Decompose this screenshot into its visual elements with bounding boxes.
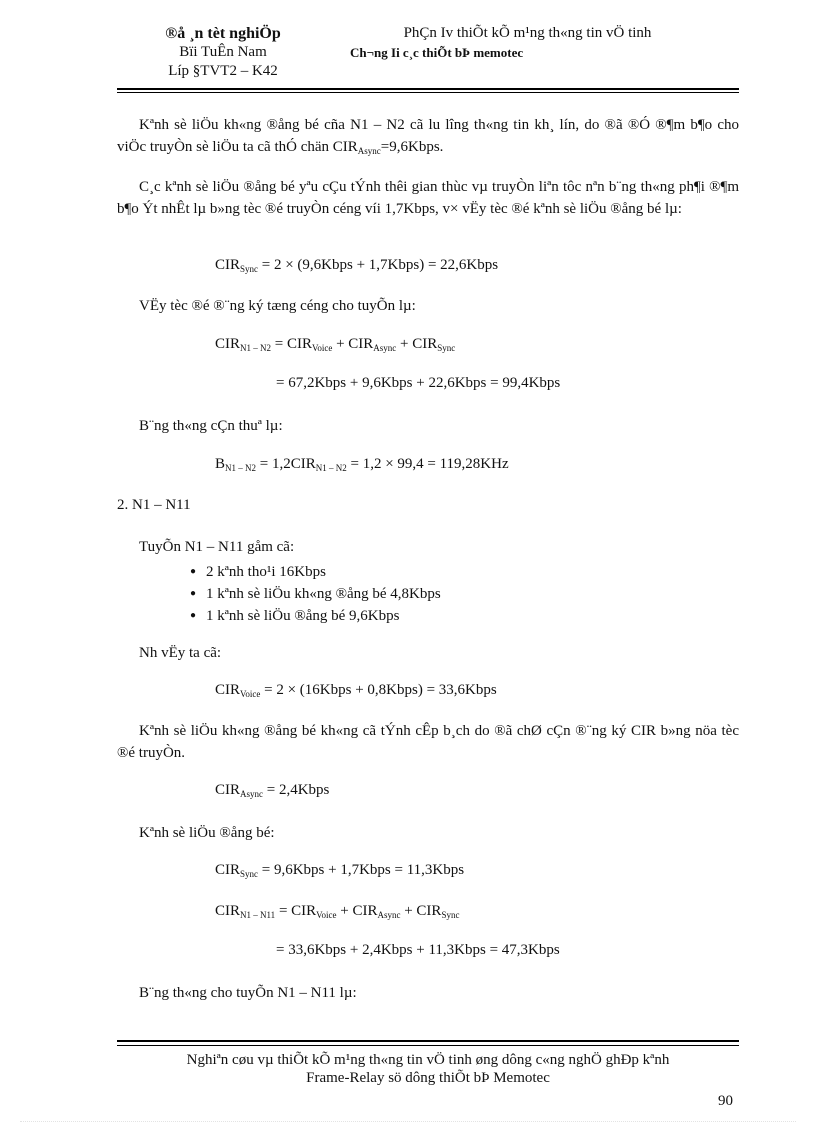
paragraph-3: VËy tèc ®é ®¨ng ký tæng céng cho tuyÕn lµ: [139,298,416,314]
header-rule-thin [117,92,739,93]
page-number: 90 [718,1093,733,1109]
equation-cir-n1-n2: $CIR_{N1 - N2} = CIR_{Voice} + CIR_{Async} + CIR_{Sync}$ [215,336,456,353]
list-item: ● 2 kªnh tho¹i 16Kbps [190,562,441,584]
equation-cir-n1-n11-result: = 33,6Kbps + 2,4Kbps + 11,3Kbps = 47,3Kbps [276,942,560,958]
bullet-list [190,562,441,628]
list-item: ● 1 kªnh sè liÖu kh«ng ®ång bé 4,8Kbps [190,584,441,606]
class-name: Líp §TVT2 – K42 [168,63,278,79]
header-rule-thick [117,88,739,90]
equation-cir-n1-n11: $CIR_{N1 - N11} = CIR_{Voice} + CIR_{Async} + CIR_{Sync}$ [215,903,460,920]
footer-line-1: Nghiªn cøu vµ thiÕt kÕ m¹ng th«ng tin vÖ tinh øng dông c«ng nghÖ ghÐp kªnh [186,1052,670,1068]
equation-cir-sync-2: $CIR_{Sync}$ = 9,6Kbps + 1,7Kbps = 11,3Kbps [215,862,465,879]
equation-bandwidth-n1-n2: $B_{N1 - N2} = 1,2CIR_{N1 - N2} = 1,2 \times 99,4 = 119,28KHz$ [215,456,509,473]
paragraph-9: B¨ng th«ng cho tuyÕn N1 – N11 lµ: [139,985,357,1001]
section-heading: 2. N1 – N11 [117,497,191,513]
paragraph-7: Kªnh sè liÖu kh«ng ®ång bé kh«ng cã tÝnh cÊp b¸ch do ®ã chØ cÇn ®¨ng ký CIR b»ng nöa tèc ®é truyÒn. [117,723,739,761]
paragraph-1: Kªnh sè liÖu kh«ng ®ång bé cña N1 – N2 cã lu lîng th«ng tin kh¸ lín, do ®ã ®Ó ®¶m b¶o cho viÖc truyÒn sè liÖu ta cã thÓ chän $CIR_{Async}=9,6Kbps$. [117,117,739,156]
page-bottom-divider [20,1121,796,1122]
author-name: Bïi TuÊn Nam [179,44,267,60]
list-item: ● 1 kªnh sè liÖu ®ång bé 9,6Kbps [190,606,441,628]
paragraph-8: Kªnh sè liÖu ®ång bé: [139,825,275,841]
footer-rule-thin [117,1045,739,1046]
header-left [118,24,328,81]
paragraph-4: B¨ng th«ng cÇn thuª lµ: [139,418,283,434]
header-right [350,24,705,62]
paragraph-2: C¸c kªnh sè liÖu ®ång bé yªu cÇu tÝnh thêi gian thùc vµ truyÒn liªn tôc nªn b¨ng th«ng ph¶i ®¶m b¶o Ýt nhÊt lµ b»ng tèc ®é truyÒn céng víi 1,7Kbps, v× vËy tèc ®é kªnh sè liÖu ®ång bé lµ: [117,179,739,217]
thesis-title: ®å ¸n tèt nghiÖp [165,25,281,42]
footer-rule-thick [117,1040,739,1042]
equation-cir-n1-n2-result: = 67,2Kbps + 9,6Kbps + 22,6Kbps = 99,4Kbps [276,375,561,391]
equation-cir-sync: $CIR_{Sync} = 2$ × (9,6Kbps + 1,7Kbps) = 22,6Kbps [215,257,499,274]
equation-cir-async: $CIR_{Async}$ = 2,4Kbps [215,782,330,799]
footer [117,1051,739,1087]
equation-cir-voice: $CIR_{Voice} = 2$ × (16Kbps + 0,8Kbps) = 33,6Kbps [215,682,497,699]
paragraph-5: TuyÕn N1 – N11 gåm cã: [139,539,295,555]
chapter-title: Ch¬ng Ii c¸c thiÕt bÞ memotec [350,45,524,60]
paragraph-6: Nh vËy ta cã: [139,645,222,661]
footer-line-2: Frame-Relay sö dông thiÕt bÞ Memotec [306,1070,550,1086]
part-title: PhÇn Iv thiÕt kÕ m¹ng th«ng tin vÖ tinh [403,25,652,41]
